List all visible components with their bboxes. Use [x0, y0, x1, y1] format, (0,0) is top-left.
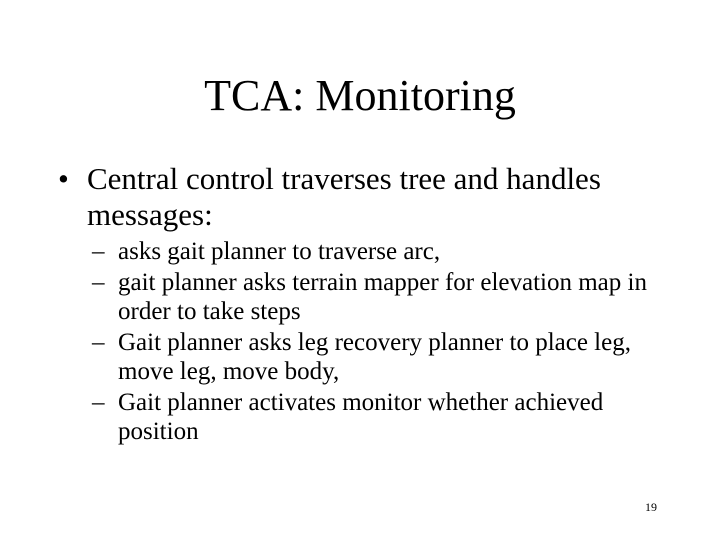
dash-icon: –	[92, 389, 105, 416]
slide-title: TCA: Monitoring	[204, 71, 516, 120]
sub-bullet-item	[92, 268, 672, 326]
sub-bullet-text: asks gait planner to traverse arc,	[118, 238, 441, 265]
sub-bullet-list	[92, 237, 672, 448]
dash-icon: –	[92, 238, 105, 265]
dash-icon: –	[92, 269, 105, 296]
sub-bullet-text: gait planner asks terrain mapper for elevation map in order to take steps	[118, 269, 647, 325]
sub-bullet-item	[92, 388, 672, 446]
sub-bullet-text: Gait planner activates monitor whether achieved position	[118, 389, 604, 445]
main-bullet-text: Central control traverses tree and handles messages:	[87, 161, 601, 232]
sub-bullet-text: Gait planner asks leg recovery planner to place leg, move leg, move body,	[118, 329, 631, 385]
page-number: 19	[645, 500, 657, 514]
bullet-icon: •	[58, 161, 69, 196]
sub-bullet-item	[92, 237, 672, 266]
sub-bullet-item	[92, 328, 672, 386]
dash-icon: –	[92, 329, 105, 356]
